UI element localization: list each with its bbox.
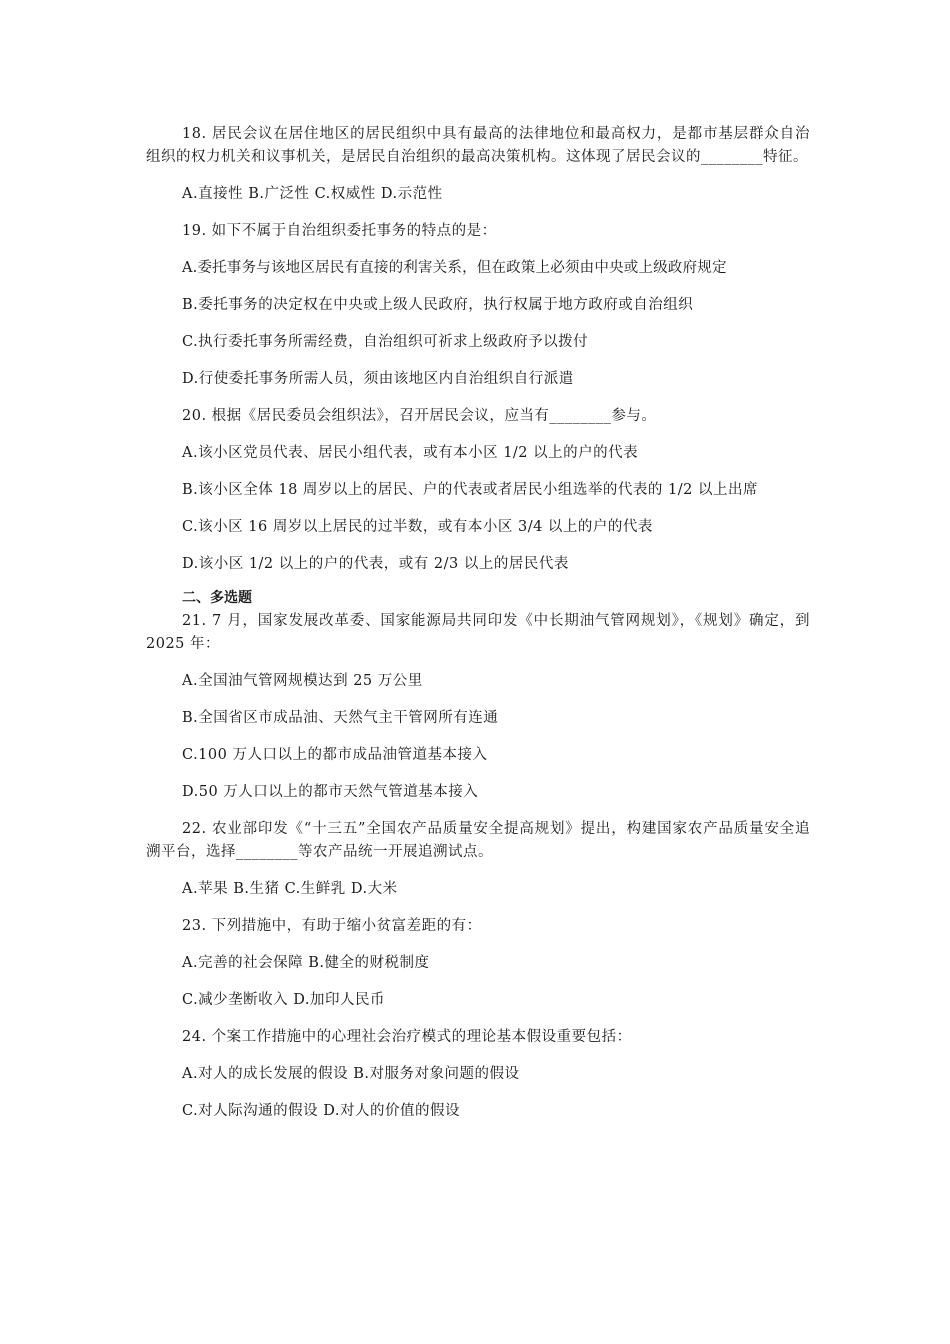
question-24: 24. 个案工作措施中的心理社会治疗模式的理论基本假设重要包括： xyxy=(182,1029,632,1045)
question-20-option-c: C.该小区 16 周岁以上居民的过半数，或有本小区 3/4 以上的户的代表 xyxy=(182,519,653,535)
question-19: 19. 如下不属于自治组织委托事务的特点的是： xyxy=(182,223,497,239)
question-22: 22. 农业部印发《“十三五”全国农产品质量安全提高规划》提出，构建国家农产品质量安全追溯平台，选择________等农产品统一开展追溯试点。 xyxy=(146,821,810,860)
question-23: 23. 下列措施中，有助于缩小贫富差距的有： xyxy=(182,918,482,934)
question-19-option-a: A.委托事务与该地区居民有直接的利害关系，但在政策上必须由中央或上级政府规定 xyxy=(182,260,727,276)
question-21: 21. 7 月，国家发展改革委、国家能源局共同印发《中长期油气管网规划》，《规划》确定，到 2025 年： xyxy=(146,613,810,652)
question-20: 20. 根据《居民委员会组织法》，召开居民会议，应当有________参与。 xyxy=(182,408,657,424)
question-24-options-cd: C.对人际沟通的假设 D.对人的价值的假设 xyxy=(182,1103,461,1119)
question-18-options: A.直接性 B.广泛性 C.权威性 D.示范性 xyxy=(182,186,443,202)
question-21-option-a: A.全国油气管网规模达到 25 万公里 xyxy=(182,673,423,689)
question-20-option-a: A.该小区党员代表、居民小组代表，或有本小区 1/2 以上的户的代表 xyxy=(182,445,639,461)
document-page xyxy=(146,123,810,1137)
question-21-option-d: D.50 万人口以上的都市天然气管道基本接入 xyxy=(182,784,479,800)
question-23-options-ab: A.完善的社会保障 B.健全的财税制度 xyxy=(182,955,430,971)
question-24-options-ab: A.对人的成长发展的假设 B.对服务对象问题的假设 xyxy=(182,1066,520,1082)
question-20-option-b: B.该小区全体 18 周岁以上的居民、户的代表或者居民小组选举的代表的 1/2 以上出席 xyxy=(182,482,758,498)
question-21-option-b: B.全国省区市成品油、天然气主干管网所有连通 xyxy=(182,710,499,726)
question-19-option-c: C.执行委托事务所需经费，自治组织可祈求上级政府予以拨付 xyxy=(182,334,589,350)
question-22-options: A.苹果 B.生猪 C.生鲜乳 D.大米 xyxy=(182,881,398,897)
question-20-option-d: D.该小区 1/2 以上的户的代表，或有 2/3 以上的居民代表 xyxy=(182,556,569,572)
question-21-option-c: C.100 万人口以上的都市成品油管道基本接入 xyxy=(182,747,488,763)
question-19-option-d: D.行使委托事务所需人员，须由该地区内自治组织自行派遣 xyxy=(182,371,574,387)
question-18: 18. 居民会议在居住地区的居民组织中具有最高的法律地位和最高权力，是都市基层群众自治组织的权力机关和议事机关，是居民自治组织的最高决策机构。这体现了居民会议的________特征。 xyxy=(146,126,810,165)
section-heading-multiple-choice: 二、多选题 xyxy=(182,590,252,606)
question-19-option-b: B.委托事务的决定权在中央或上级人民政府，执行权属于地方政府或自治组织 xyxy=(182,297,694,313)
question-23-options-cd: C.减少垄断收入 D.加印人民币 xyxy=(182,992,386,1008)
